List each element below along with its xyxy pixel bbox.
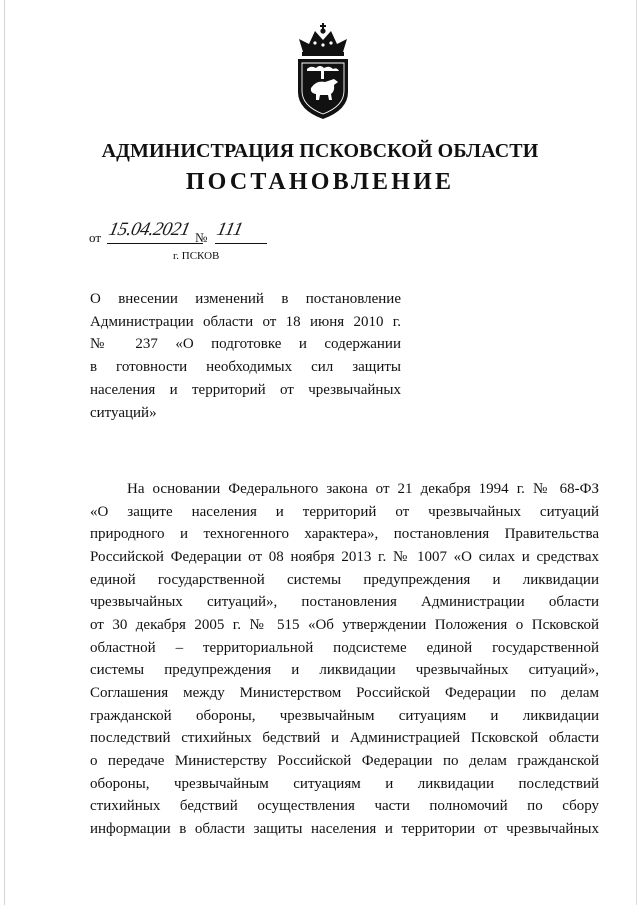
number-label: № [195, 230, 208, 245]
body-line: «О защите населения и территорий от чрезвычайных ситуаций [90, 503, 599, 520]
body-line: природного и техногенного характера», постановления Правительства [90, 526, 599, 543]
handwritten-number-field [215, 221, 267, 244]
body-line: Российской Федерации от 08 ноября 2013 г. № 1007 «О силах и средствах [90, 548, 599, 565]
subject-line: О внесении изменений в постановление [90, 291, 401, 307]
date-label: от [89, 230, 102, 245]
date-number-line [89, 221, 289, 247]
subject-block [90, 288, 401, 424]
subject-line: № 237 «О подготовке и содержании [90, 336, 401, 353]
handwritten-date: 15.04.2021 [106, 219, 192, 240]
body-line: от 30 декабря 2005 г. № 515 «Об утверждении Положения о Псковской [90, 616, 599, 633]
body-line: единой государственной системы предупреждения и ликвидации [90, 571, 599, 588]
subject-line: Администрации области от 18 июня 2010 г. [90, 313, 401, 330]
subject-line: населения и территорий от чрезвычайных [90, 381, 401, 398]
city-label: г. ПСКОВ [173, 250, 220, 262]
body-paragraph [90, 478, 599, 841]
handwritten-number: 111 [214, 219, 246, 240]
body-line: о передаче Министерству Российской Федерации по делам гражданской [90, 752, 599, 769]
organization-name: АДМИНИСТРАЦИЯ ПСКОВСКОЙ ОБЛАСТИ [101, 140, 539, 162]
body-line: системы предупреждения и ликвидации чрезвычайных ситуаций», [90, 662, 599, 679]
subject-line: в готовности необходимых сил защиты [90, 359, 401, 376]
body-line: областной – территориальной подсистеме единой государственной [90, 639, 599, 656]
body-line: информации в области защиты населения и территории от чрезвычайных [90, 820, 599, 837]
scan-edge-left [4, 0, 5, 905]
body-line: стихийных бедствий осуществления части полномочий по сбору [90, 798, 599, 815]
subject-line: ситуаций» [90, 404, 157, 421]
body-line: На основании Федерального закона от 21 декабря 1994 г. № 68-ФЗ [127, 481, 599, 497]
body-line: чрезвычайных ситуаций», постановления Администрации области [90, 594, 599, 611]
body-line: последствий стихийных бедствий и Администрацией Псковской области [90, 730, 599, 747]
pskov-coat-of-arms-icon [289, 22, 357, 122]
body-line: обороны, чрезвычайным ситуациям и ликвидации последствий [90, 775, 599, 792]
body-line: гражданской обороны, чрезвычайным ситуациям и ликвидации [90, 707, 599, 724]
handwritten-date-field [107, 221, 203, 244]
document-type-title: ПОСТАНОВЛЕНИЕ [185, 169, 455, 195]
body-line: Соглашения между Министерством Российской Федерации по делам [90, 684, 599, 701]
scan-edge-right [636, 0, 637, 905]
